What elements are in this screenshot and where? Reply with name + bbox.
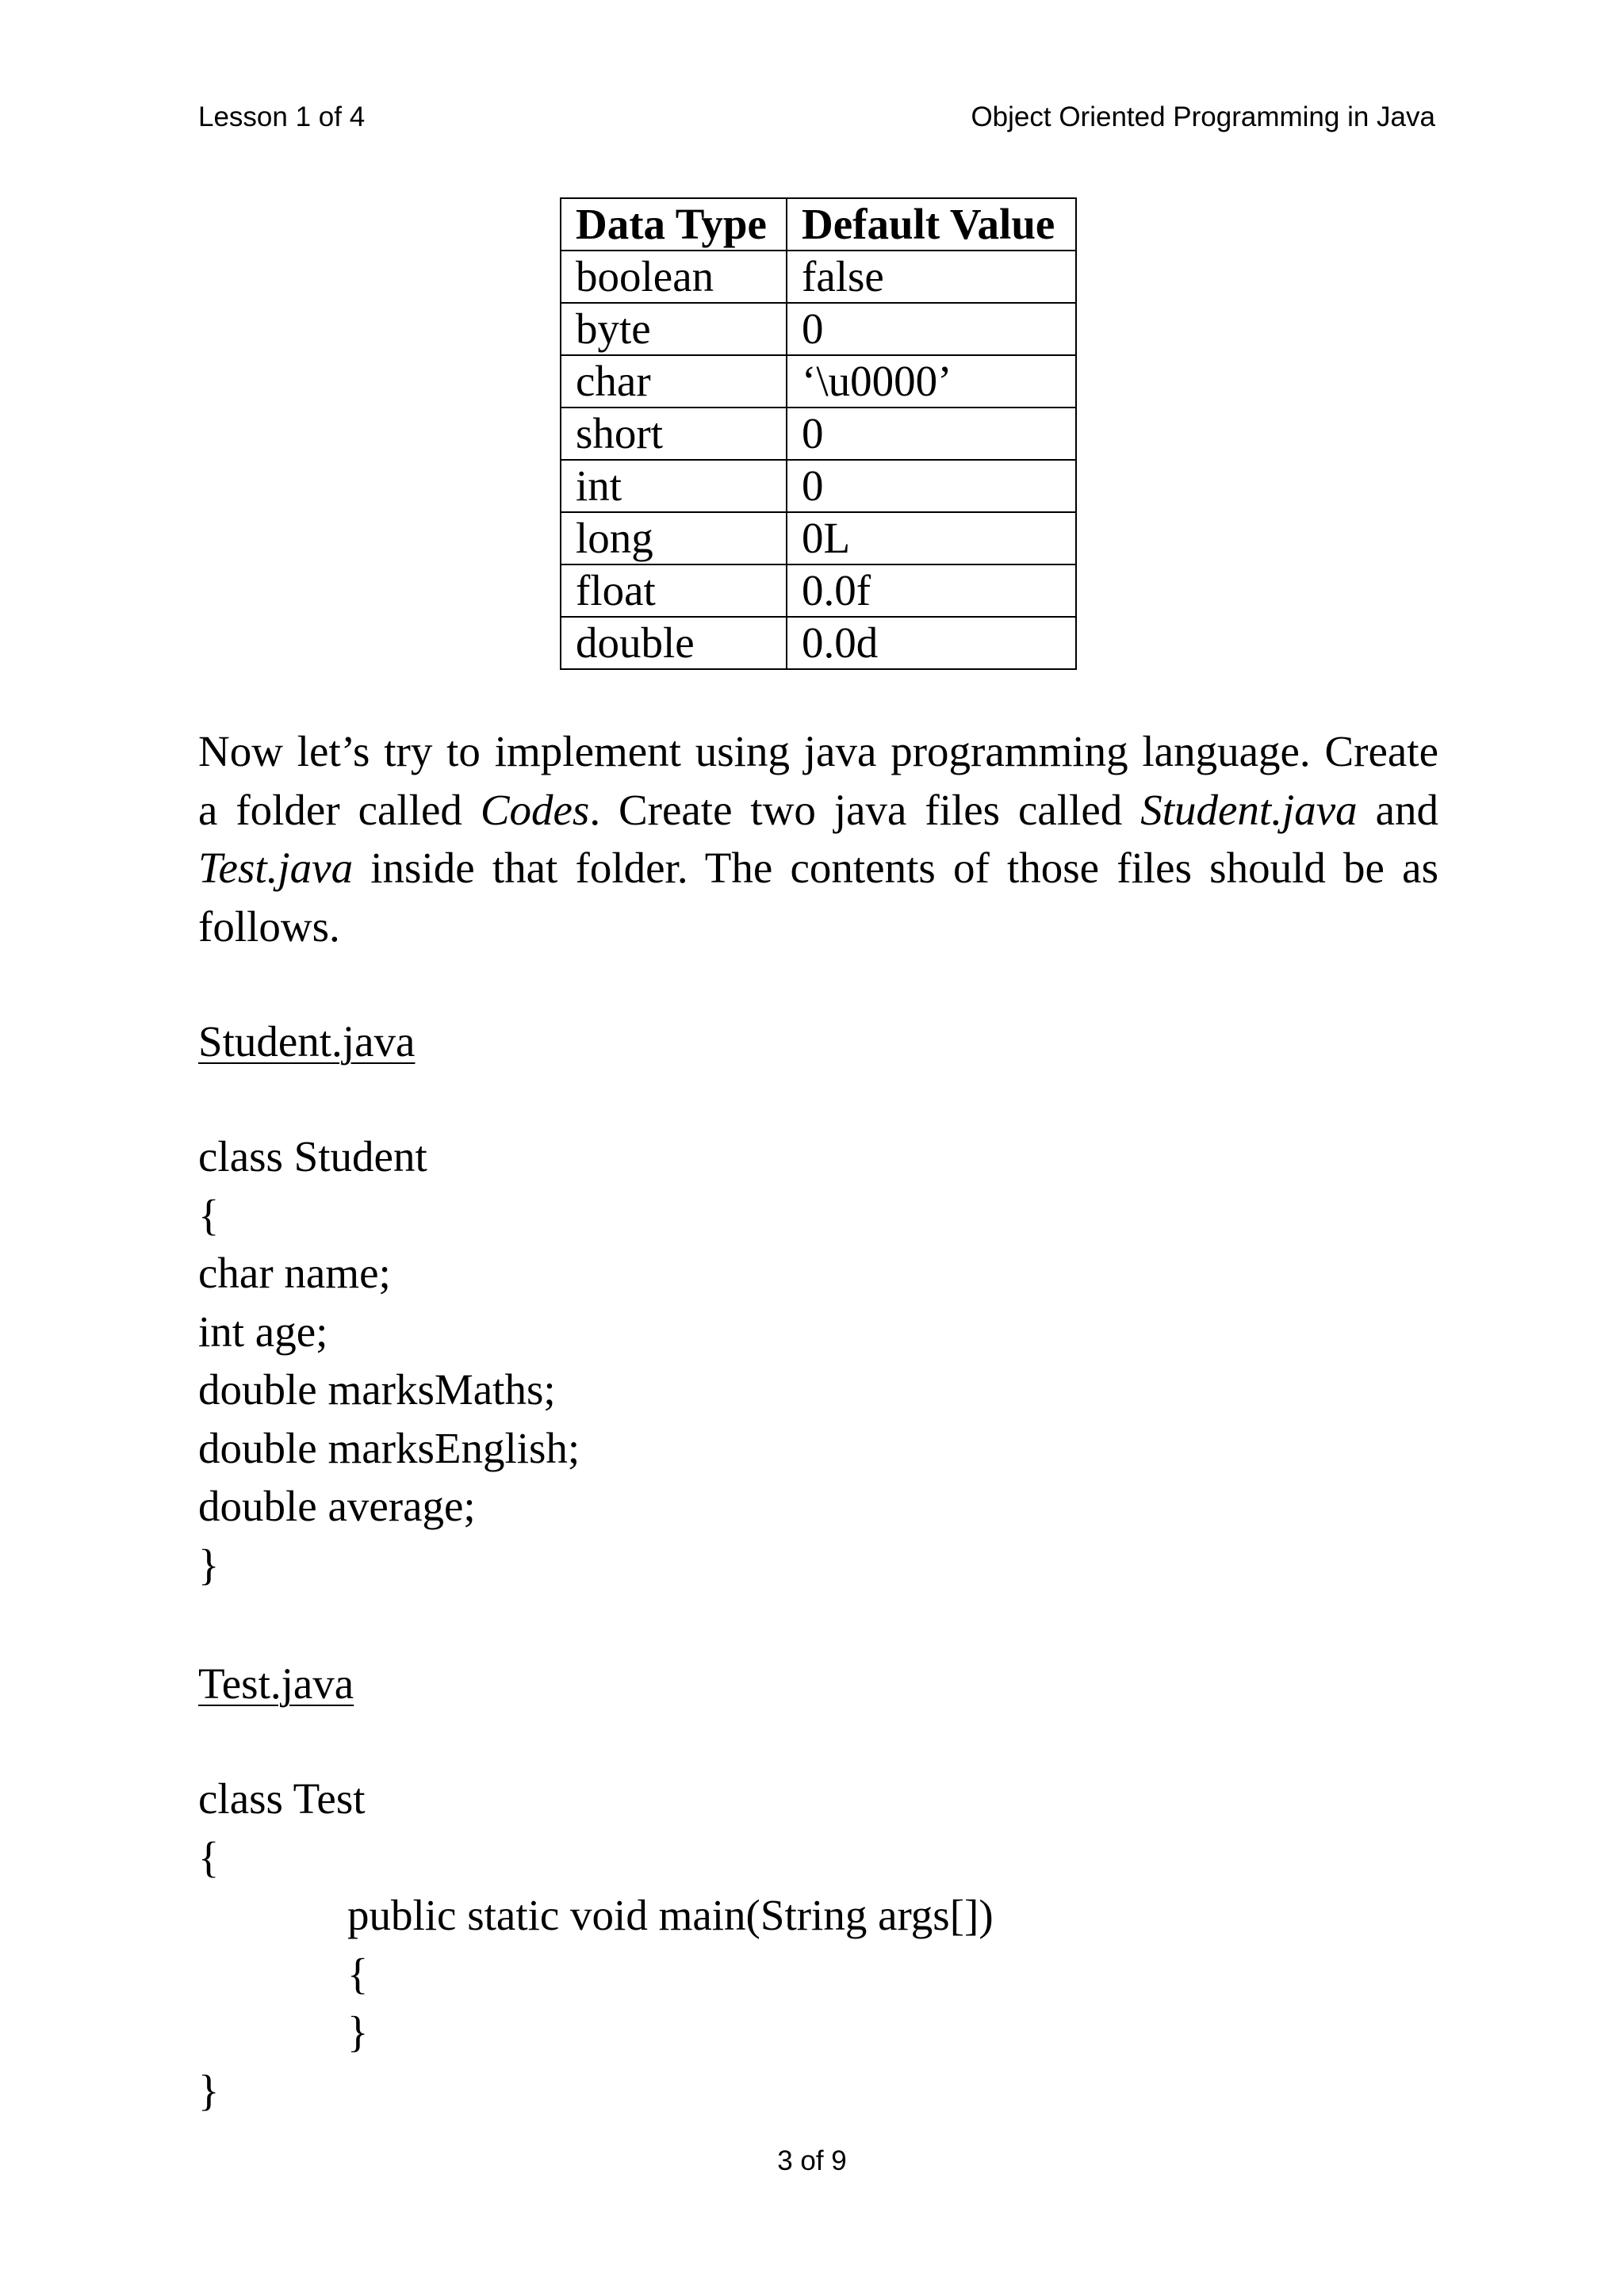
code-line: }: [198, 1540, 220, 1589]
paragraph-test-filename: Test.java: [198, 844, 354, 892]
test-code-block: [198, 1770, 994, 2119]
table-cell-type: boolean: [561, 251, 787, 303]
code-line: int age;: [198, 1307, 328, 1356]
table-row: [561, 303, 1076, 355]
code-line: double marksEnglish;: [198, 1423, 580, 1472]
table-row: [561, 408, 1076, 460]
code-line: {: [347, 1949, 369, 1998]
default-values-table: [560, 197, 1077, 670]
table-cell-default: 0: [787, 303, 1076, 355]
table-cell-default: ‘\u0000’: [787, 355, 1076, 408]
code-line: {: [198, 1832, 220, 1881]
code-line: char name;: [198, 1249, 391, 1297]
table-cell-type: int: [561, 460, 787, 512]
table-header-row: [561, 198, 1076, 251]
paragraph-folder-name: Codes: [480, 785, 590, 834]
paragraph-text: . Create two java files called: [589, 785, 1141, 834]
table-cell-default: 0: [787, 460, 1076, 512]
table-row: [561, 512, 1076, 564]
table-row: [561, 355, 1076, 408]
code-line: }: [347, 2007, 369, 2056]
paragraph-text: inside that folder. The contents of those files should be as follows.: [198, 844, 1438, 951]
paragraph-student-filename: Student.java: [1140, 785, 1358, 834]
test-file-heading: Test.java: [198, 1659, 354, 1708]
table-row: [561, 617, 1076, 669]
table-cell-default: 0.0f: [787, 564, 1076, 617]
table-cell-type: double: [561, 617, 787, 669]
instructions-paragraph: [198, 722, 1438, 955]
table-cell-default: 0: [787, 408, 1076, 460]
table-cell-type: short: [561, 408, 787, 460]
student-code-block: [198, 1127, 580, 1594]
code-line: double marksMaths;: [198, 1365, 556, 1414]
table-header-data-type: Data Type: [561, 198, 787, 251]
code-line: double average;: [198, 1482, 476, 1530]
code-line: class Student: [198, 1132, 427, 1181]
student-file-heading: Student.java: [198, 1017, 416, 1066]
header-course-title: Object Oriented Programming in Java: [971, 101, 1435, 132]
code-line: }: [198, 2065, 220, 2114]
table-cell-default: false: [787, 251, 1076, 303]
table-row: [561, 564, 1076, 617]
table-cell-default: 0.0d: [787, 617, 1076, 669]
table-row: [561, 460, 1076, 512]
paragraph-text: Now let’s try to implement using java programming language. Create a folder called: [198, 727, 1438, 834]
paragraph-text: and: [1357, 785, 1438, 834]
table-cell-type: char: [561, 355, 787, 408]
code-line: public static void main(String args[]): [347, 1891, 994, 1939]
table-cell-default: 0L: [787, 512, 1076, 564]
page-number: 3 of 9: [777, 2145, 847, 2176]
table-header-default-value: Default Value: [787, 198, 1076, 251]
table-cell-type: long: [561, 512, 787, 564]
table-row: [561, 251, 1076, 303]
code-line: class Test: [198, 1774, 366, 1823]
header-lesson-label: Lesson 1 of 4: [198, 101, 366, 132]
table-cell-type: byte: [561, 303, 787, 355]
code-line: {: [198, 1190, 220, 1239]
table-cell-type: float: [561, 564, 787, 617]
